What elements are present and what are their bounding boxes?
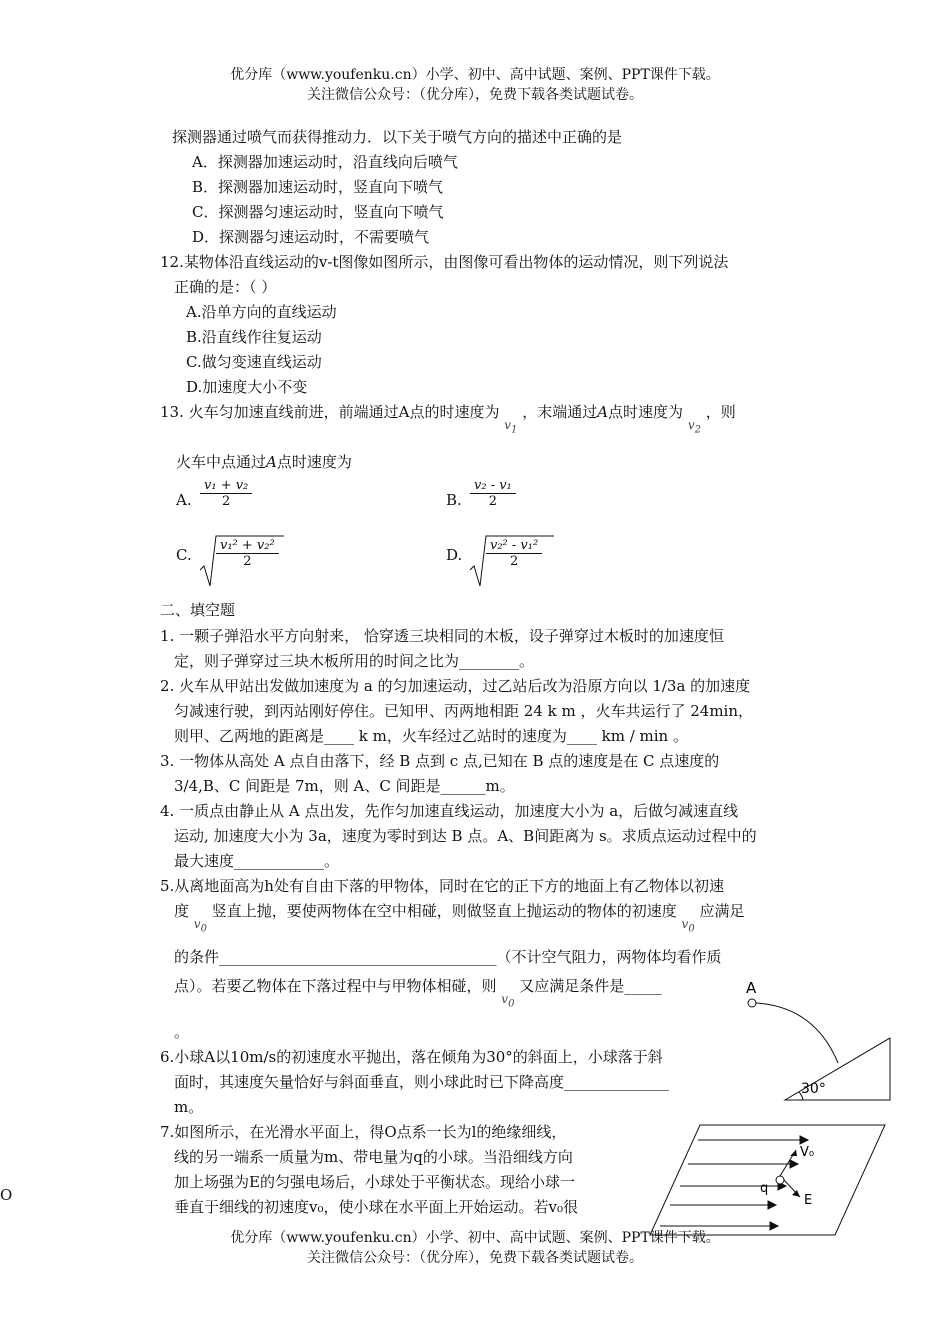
q13-stem-line-2: 火车中点通过A点时速度为 [176, 453, 352, 471]
f6-line-3: m。 [174, 1098, 204, 1116]
q13-v2: v2 [687, 418, 701, 436]
q11-option-d: D．探测器匀速运动时，不需要喷气 [192, 228, 430, 246]
f5-line-3: 的条件_____________________________________（不计空气阻力，两物体均看作质 [174, 948, 722, 966]
q12-option-b: B.沿直线作往复运动 [186, 328, 322, 346]
q11-stem: 探测器通过喷气而获得推动力．以下关于喷气方向的描述中正确的是 [172, 128, 623, 146]
electric-field-figure [640, 1120, 890, 1240]
q11-option-a: A．探测器加速运动时，沿直线向后喷气 [192, 153, 458, 171]
charged-ball [776, 1176, 784, 1184]
f5-line-1: 5.从离地面高为h处有自由下落的甲物体，同时在它的正下方的地面上有乙物体以初速 [160, 877, 724, 895]
q12-stem-line-1: 12.某物体沿直线运动的v-t图像如图所示，由图像可看出物体的运动情况，则下列说法 [160, 253, 729, 271]
q13-option-b-formula: $\frac{\text{v₂ - v₁}}{2}$ [470, 478, 516, 509]
f5-line-4: 点）。若要乙物体在下落过程中与甲物体相碰，则 $_{v_0}$ 又应满足条件是_____ [174, 977, 662, 1010]
f6-line-1: 6.小球A以10m/s的初速度水平抛出，落在倾角为30°的斜面上，小球落于斜 [160, 1048, 663, 1066]
f5-v0-c: v0 [501, 992, 515, 1010]
q13-option-b-label: B. [446, 491, 462, 509]
f1-line-2: 定，则子弹穿过三块木板所用的时间之比为________。 [174, 652, 535, 670]
section-title-fill-in: 二、填空题 [160, 601, 236, 619]
f2-line-3: 则甲、乙两地的距离是____ k m，火车经过乙站时的速度为____ km / min 。 [174, 727, 688, 745]
header-line-2: 关注微信公众号：（优分库），免费下载各类试题试卷。 [307, 87, 643, 103]
q13-option-c-label: C. [176, 546, 192, 564]
ball-a [748, 999, 756, 1007]
q13-v1: v1 [504, 418, 518, 436]
f5-v0-b: v0 [681, 917, 695, 935]
f5-line-2: 度 $_{v_0}$ 竖直上抛，要使两物体在空中相碰，则做竖直上抛运动的物体的初速度 $_{v_0}$ 应满足 [174, 902, 745, 935]
f3-line-1: 3. 一物体从高处 A 点自由落下，经 B 点到 c 点,已知在 B 点的速度是在 C 点速度的 [160, 752, 720, 770]
q12-option-c: C.做匀变速直线运动 [186, 353, 322, 371]
f7-line-1: 7.如图所示，在光滑水平面上，得O点系一长为l的绝缘细线， [160, 1123, 567, 1141]
trajectory-curve [756, 1003, 838, 1063]
margin-letter-o: O [0, 1186, 13, 1204]
f2-line-2: 匀减速行驶，到丙站刚好停住。已知甲、丙两地相距 24 k m ，火车共运行了 24min， [174, 702, 754, 720]
incline-figure [735, 975, 900, 1105]
f5-v0-a: v0 [193, 917, 207, 935]
q13-option-c-formula: $\frac{\text{v₁² + v₂²}}{2}$ [216, 538, 279, 569]
f7-line-3: 加上场强为E的匀强电场后，小球处于平衡状态。现给小球一 [174, 1173, 575, 1191]
figure-label-v0: V₀ [800, 1145, 815, 1160]
figure-label-a: A [746, 979, 757, 997]
q13-option-d-formula: $\frac{\text{v₂² - v₁²}}{2}$ [486, 538, 542, 569]
angle-label: 30° [801, 1081, 826, 1097]
q11-option-b: B．探测器加速运动时，竖直向下喷气 [192, 178, 444, 196]
q11-option-c: C．探测器匀速运动时，竖直向下喷气 [192, 203, 444, 221]
plane-parallelogram [650, 1125, 885, 1235]
f7-line-2: 线的另一端系一质量为m、带电量为q的小球。当沿细线方向 [174, 1148, 573, 1166]
footer-line-2: 关注微信公众号：（优分库），免费下载各类试题试卷。 [307, 1250, 643, 1266]
figure-label-q: q [760, 1181, 769, 1196]
q13-option-a-formula: $\frac{\text{v₁ + v₂}}{2}$ [200, 478, 252, 509]
header-line-1: 优分库（www.youfenku.cn）小学、初中、高中试题、案例、PPT课件下载。 [230, 67, 720, 83]
f1-line-1: 1. 一颗子弹沿水平方向射来， 恰穿透三块相同的木板，设子弹穿过木板时的加速度恒 [160, 627, 724, 645]
q12-option-a: A.沿单方向的直线运动 [186, 303, 337, 321]
f3-line-2: 3/4,B、C 间距是 7m，则 A、C 间距是______m。 [174, 777, 515, 795]
q13-stem-line-1: 13. 火车匀加速直线前进，前端通过A点的时速度为 $_{v_1}$ ，末端通过A点时速度为 $_{v_2}$ ，则 [160, 403, 736, 436]
f7-line-4: 垂直于细线的初速度v₀，使小球在水平面上开始运动。若v₀很 [174, 1198, 578, 1216]
f2-line-1: 2. 火车从甲站出发做加速度为 a 的匀加速运动，过乙站后改为沿原方向以 1/3a 的加速度 [160, 677, 751, 695]
f6-line-2: 面时，其速度矢量恰好与斜面垂直，则小球此时已下降高度______________ [174, 1073, 670, 1091]
figure-label-e: E [804, 1193, 813, 1208]
f4-line-1: 4. 一质点由静止从 A 点出发，先作匀加速直线运动，加速度大小为 a，后做匀减速直线 [160, 802, 739, 820]
q12-stem-line-2: 正确的是：（ ） [174, 278, 277, 296]
q13-option-a-label: A. [176, 491, 192, 509]
f4-line-2: 运动, 加速度大小为 3a，速度为零时到达 B 点。A、B间距离为 s。求质点运动过程中的 [174, 827, 757, 845]
f5-line-5: 。 [174, 1023, 190, 1041]
footer-line-1: 优分库（www.youfenku.cn）小学、初中、高中试题、案例、PPT课件下载。 [230, 1230, 720, 1246]
q13-option-d-label: D. [446, 546, 463, 564]
f4-line-3: 最大速度____________。 [174, 852, 340, 870]
q12-option-d: D.加速度大小不变 [186, 378, 308, 396]
